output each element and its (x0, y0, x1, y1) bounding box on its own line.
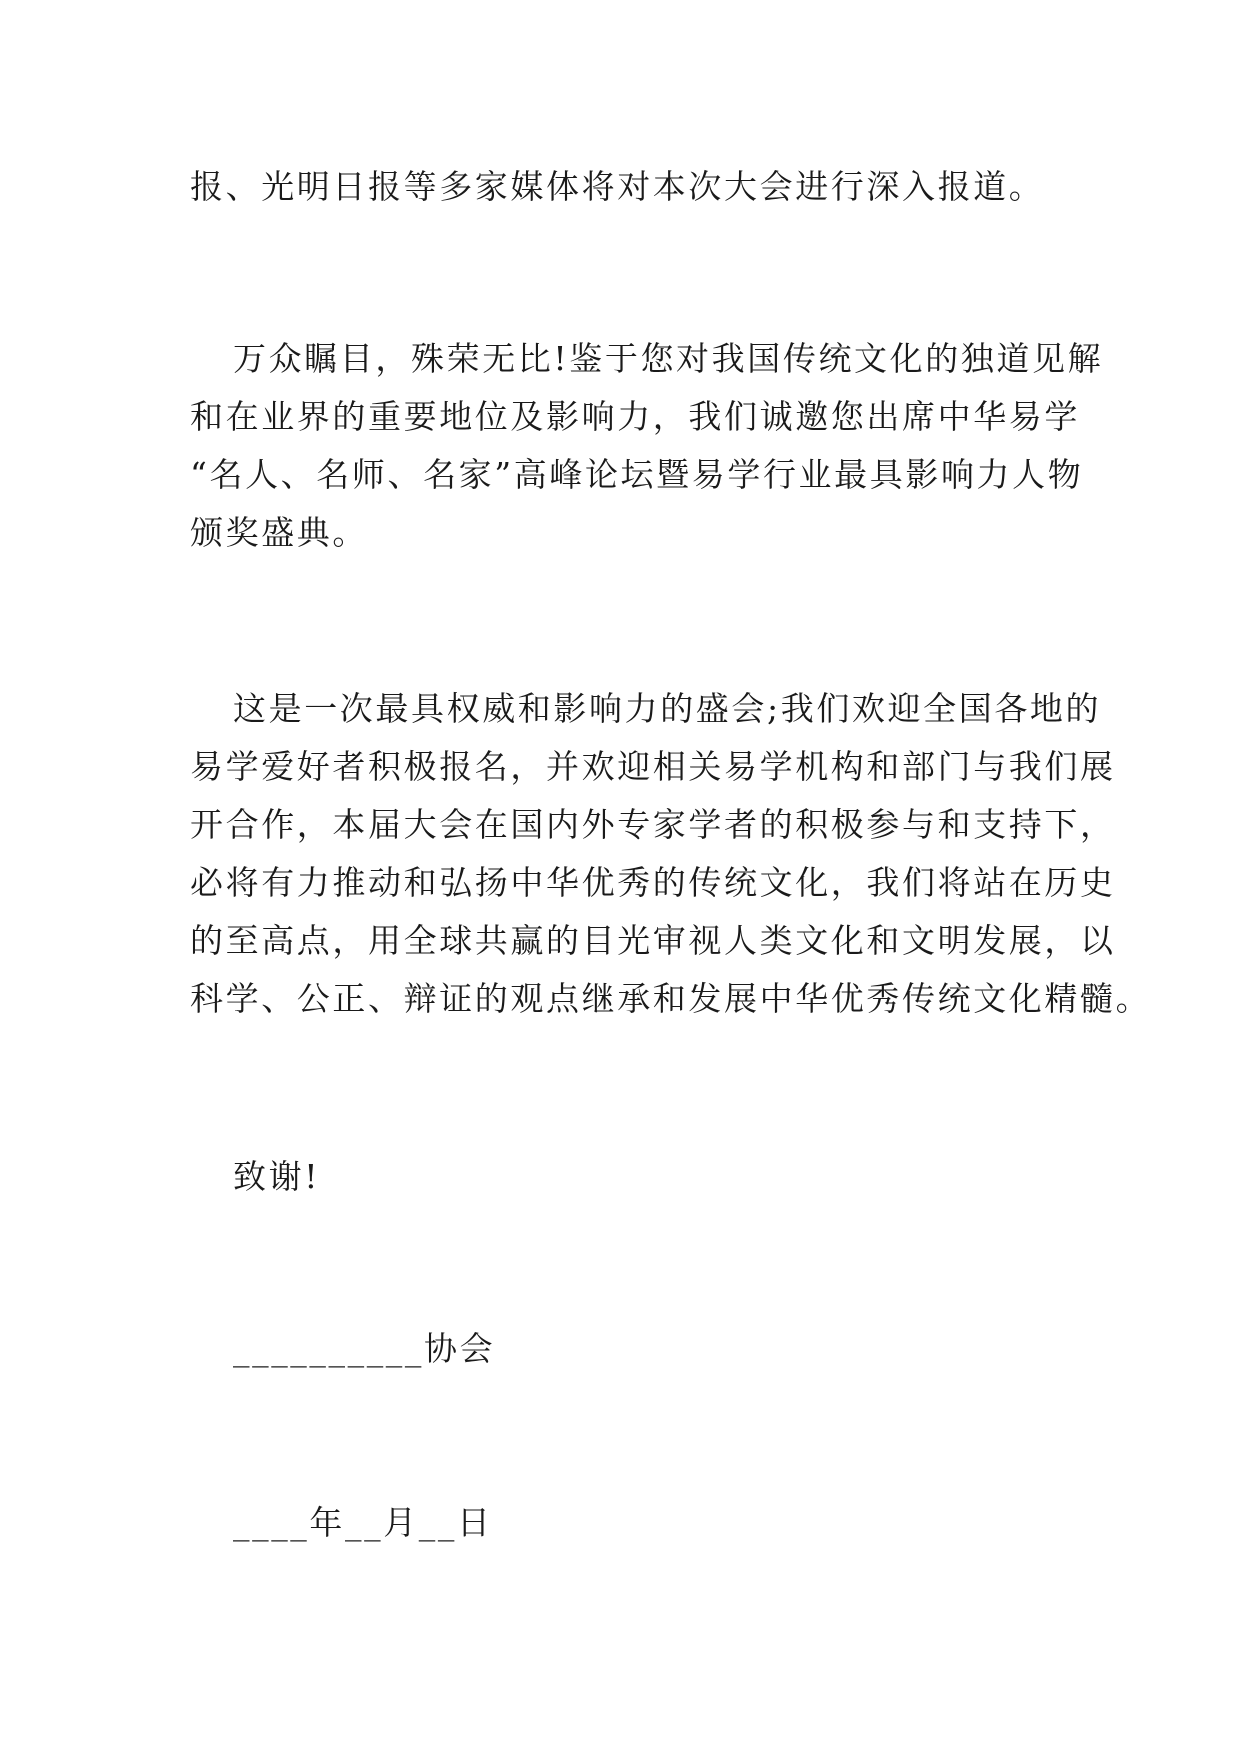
paragraph-2-line-3: “名人、名师、名家”高峰论坛暨易学行业最具影响力人物 (190, 455, 1084, 494)
paragraph-2-line-4: 颁奖盛典。 (190, 513, 368, 552)
paragraph-3-line-2: 易学爱好者积极报名，并欢迎相关易学机构和部门与我们展 (190, 747, 1116, 786)
signature-organization: __________协会 (233, 1329, 496, 1368)
paragraph-3-line-3: 开合作，本届大会在国内外专家学者的积极参与和支持下， (190, 805, 1116, 844)
signature-date: ____年__月__日 (233, 1503, 493, 1542)
closing-text: 致谢! (233, 1157, 321, 1196)
paragraph-3-line-4: 必将有力推动和弘扬中华优秀的传统文化，我们将站在历史 (190, 863, 1116, 902)
paragraph-2-line-2: 和在业界的重要地位及影响力，我们诚邀您出席中华易学 (190, 397, 1080, 436)
paragraph-3-line-5: 的至高点，用全球共赢的目光审视人类文化和文明发展，以 (190, 921, 1116, 960)
paragraph-1-line-1: 报、光明日报等多家媒体将对本次大会进行深入报道。 (190, 167, 1045, 206)
paragraph-3-line-1: 这是一次最具权威和影响力的盛会;我们欢迎全国各地的 (233, 689, 1102, 728)
paragraph-2-line-1: 万众瞩目，殊荣无比!鉴于您对我国传统文化的独道见解 (233, 339, 1104, 378)
paragraph-3-line-6: 科学、公正、辩证的观点继承和发展中华优秀传统文化精髓。 (190, 979, 1152, 1018)
